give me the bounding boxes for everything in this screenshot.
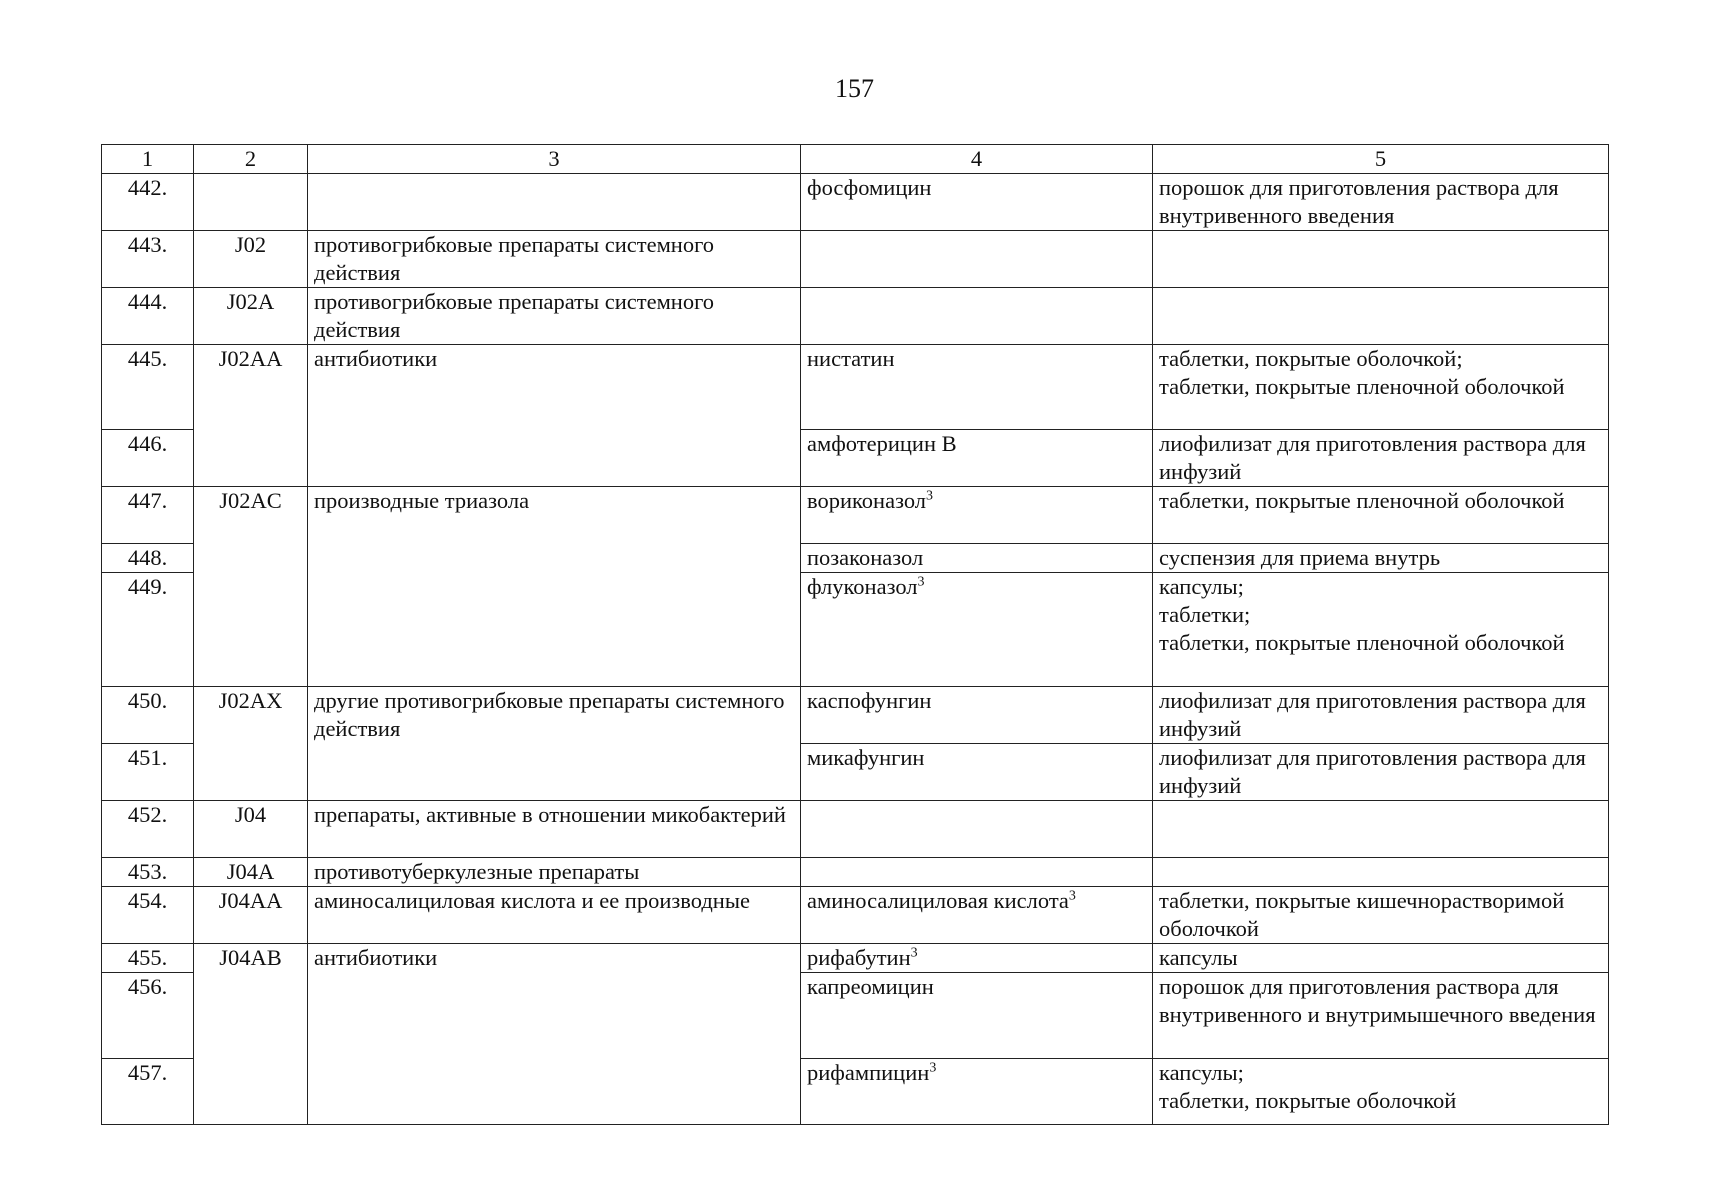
drug-name: флуконазол$^3$	[801, 573, 1153, 687]
footnote-marker: 3	[926, 488, 934, 504]
group-name	[308, 174, 801, 231]
atc-code: J02AC	[194, 487, 308, 687]
drug-name: фосфомицин	[801, 174, 1153, 231]
group-name: препараты, активные в отношении микобактерий	[308, 801, 801, 858]
drug-table	[101, 144, 1609, 1125]
group-name: другие противогрибковые препараты системного действия	[308, 687, 801, 801]
row-number: 442.	[102, 174, 194, 231]
group-name: противогрибковые препараты системного действия	[308, 231, 801, 288]
group-name: противогрибковые препараты системного действия	[308, 288, 801, 345]
dosage-form: капсулы; таблетки; таблетки, покрытые пленочной оболочкой	[1153, 573, 1609, 687]
group-name: противотуберкулезные препараты	[308, 858, 801, 887]
dosage-form: таблетки, покрытые пленочной оболочкой	[1153, 487, 1609, 544]
dosage-form: таблетки, покрытые кишечнорастворимой оболочкой	[1153, 887, 1609, 944]
row-number: 445.	[102, 345, 194, 430]
dosage-form	[1153, 288, 1609, 345]
drug-name	[801, 858, 1153, 887]
dosage-form: суспензия для приема внутрь	[1153, 544, 1609, 573]
drug-name: рифампицин$^3$	[801, 1059, 1153, 1125]
dosage-form	[1153, 801, 1609, 858]
atc-code: J04AB	[194, 944, 308, 1125]
row-number: 455.	[102, 944, 194, 973]
row-number: 452.	[102, 801, 194, 858]
atc-code: J04	[194, 801, 308, 858]
header-row	[102, 145, 1609, 174]
drug-name: позаконазол	[801, 544, 1153, 573]
drug-name: амфотерицин В	[801, 430, 1153, 487]
group-name: аминосалициловая кислота и ее производные	[308, 887, 801, 944]
row-number: 451.	[102, 744, 194, 801]
group-name: антибиотики	[308, 345, 801, 487]
footnote-marker: 3	[929, 1060, 937, 1076]
atc-code	[194, 174, 308, 231]
row-number: 453.	[102, 858, 194, 887]
group-name: антибиотики	[308, 944, 801, 1125]
dosage-form	[1153, 231, 1609, 288]
drug-name: рифабутин$^3$	[801, 944, 1153, 973]
footnote-marker: 3	[917, 574, 925, 590]
table-row	[102, 345, 1609, 430]
group-name: производные триазола	[308, 487, 801, 687]
dosage-form: капсулы	[1153, 944, 1609, 973]
page-number: 157	[835, 74, 874, 103]
row-number: 450.	[102, 687, 194, 744]
dosage-form	[1153, 858, 1609, 887]
atc-code: J02	[194, 231, 308, 288]
table-row	[102, 487, 1609, 544]
row-number: 444.	[102, 288, 194, 345]
atc-code: J02AA	[194, 345, 308, 487]
row-number: 454.	[102, 887, 194, 944]
table-row	[102, 801, 1609, 858]
footnote-marker: 3	[910, 945, 918, 961]
row-number: 446.	[102, 430, 194, 487]
row-number: 443.	[102, 231, 194, 288]
column-header: 3	[308, 145, 801, 174]
dosage-form: лиофилизат для приготовления раствора для инфузий	[1153, 687, 1609, 744]
column-header: 4	[801, 145, 1153, 174]
table-row	[102, 687, 1609, 744]
table-row	[102, 944, 1609, 973]
drug-name: каспофунгин	[801, 687, 1153, 744]
atc-code: J02A	[194, 288, 308, 345]
drug-name	[801, 231, 1153, 288]
dosage-form: таблетки, покрытые оболочкой; таблетки, покрытые пленочной оболочкой	[1153, 345, 1609, 430]
drug-name: нистатин	[801, 345, 1153, 430]
drug-name: капреомицин	[801, 973, 1153, 1059]
row-number: 448.	[102, 544, 194, 573]
table-row	[102, 231, 1609, 288]
dosage-form: порошок для приготовления раствора для внутривенного введения	[1153, 174, 1609, 231]
table-row	[102, 858, 1609, 887]
column-header: 1	[102, 145, 194, 174]
row-number: 449.	[102, 573, 194, 687]
row-number: 457.	[102, 1059, 194, 1125]
table-row	[102, 288, 1609, 345]
dosage-form: лиофилизат для приготовления раствора для инфузий	[1153, 430, 1609, 487]
drug-name: микафунгин	[801, 744, 1153, 801]
column-header: 5	[1153, 145, 1609, 174]
row-number: 447.	[102, 487, 194, 544]
column-header: 2	[194, 145, 308, 174]
dosage-form: капсулы; таблетки, покрытые оболочкой	[1153, 1059, 1609, 1125]
table-row	[102, 887, 1609, 944]
table-row	[102, 174, 1609, 231]
footnote-marker: 3	[1068, 888, 1076, 904]
drug-name	[801, 288, 1153, 345]
drug-name: вориконазол$^3$	[801, 487, 1153, 544]
dosage-form: порошок для приготовления раствора для внутривенного и внутримышечного введения	[1153, 973, 1609, 1059]
atc-code: J04A	[194, 858, 308, 887]
drug-name: аминосалициловая кислота$^3$	[801, 887, 1153, 944]
row-number: 456.	[102, 973, 194, 1059]
dosage-form: лиофилизат для приготовления раствора для инфузий	[1153, 744, 1609, 801]
atc-code: J04AA	[194, 887, 308, 944]
atc-code: J02AX	[194, 687, 308, 801]
drug-name	[801, 801, 1153, 858]
